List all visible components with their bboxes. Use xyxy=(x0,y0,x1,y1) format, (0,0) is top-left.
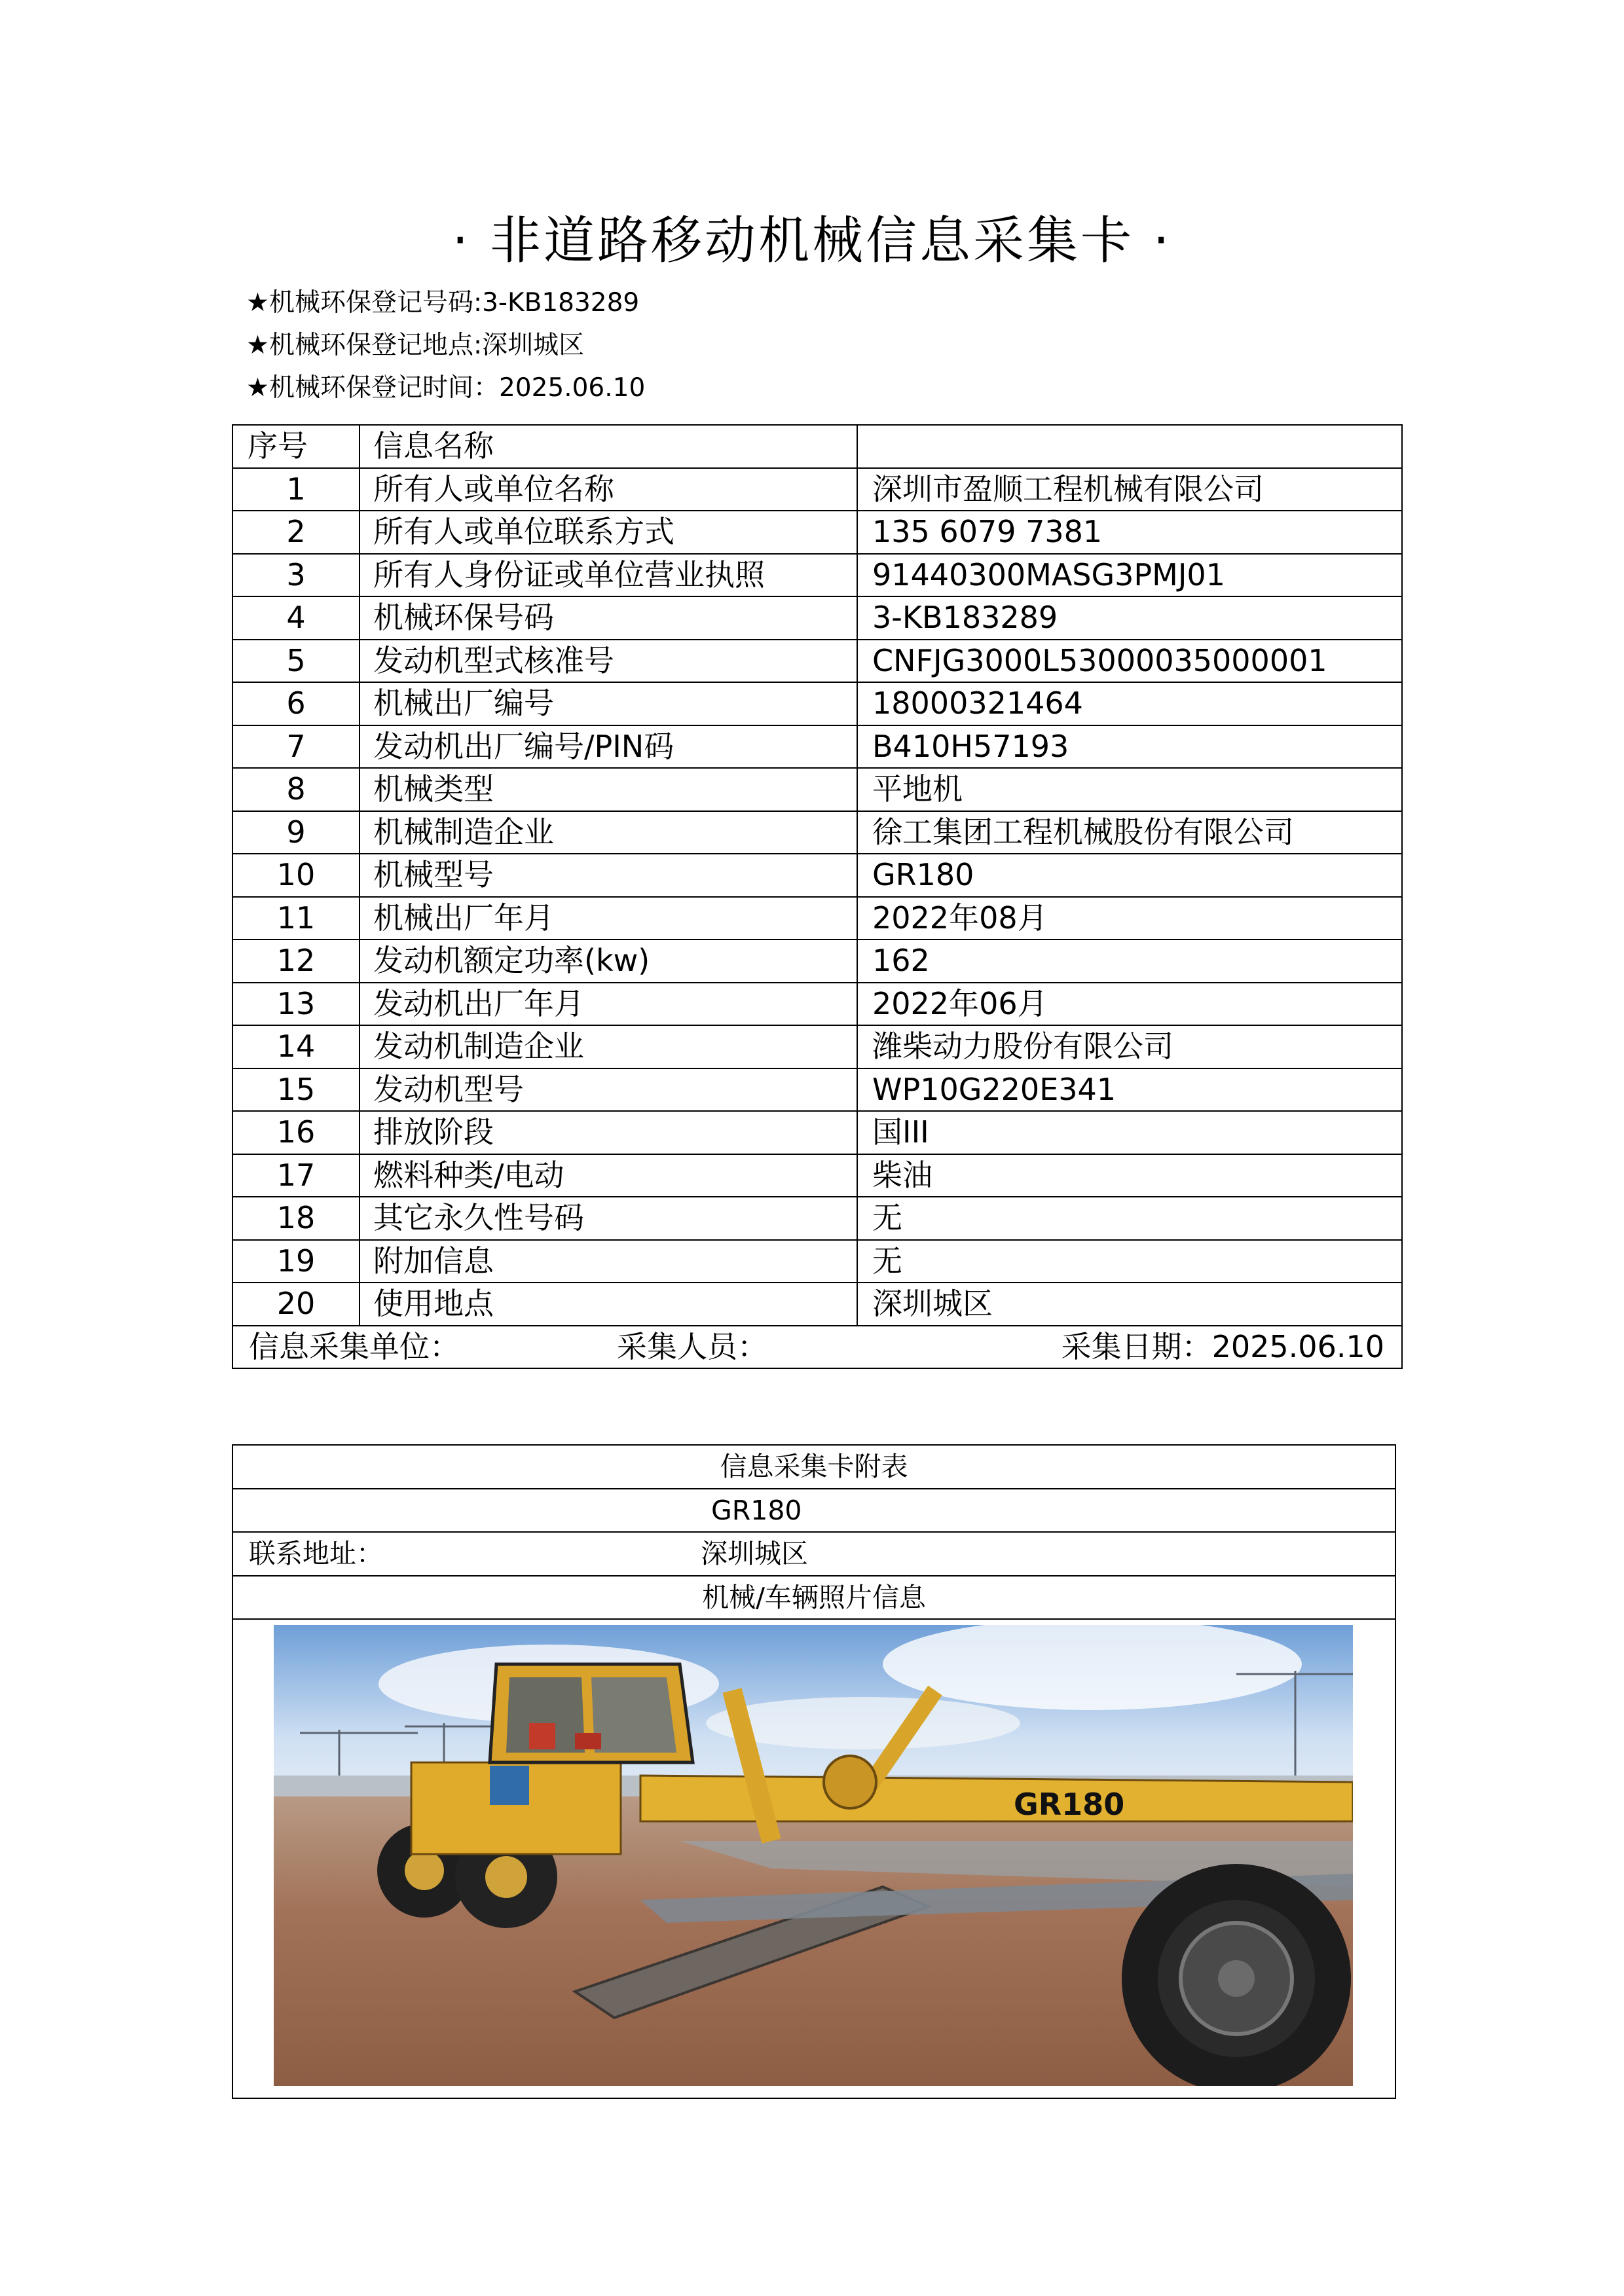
appendix-title: 信息采集卡附表 xyxy=(232,1445,1395,1489)
table-row xyxy=(232,1025,1402,1068)
photo-decal-text: GR180 xyxy=(1014,1787,1125,1822)
row-name: 发动机额定功率(kw) xyxy=(360,939,857,983)
page-title: · 非道路移动机械信息采集卡 · xyxy=(452,211,1172,270)
registration-number: ★机械环保登记号码:3-KB183289 xyxy=(246,288,640,318)
header-no: 序号 xyxy=(232,425,360,468)
row-name: 发动机制造企业 xyxy=(360,1025,857,1068)
row-name: 所有人身份证或单位营业执照 xyxy=(360,554,857,597)
row-value: 2022年06月 xyxy=(857,983,1402,1026)
row-no: 17 xyxy=(232,1154,360,1197)
machine-photo xyxy=(274,1625,1353,2086)
table-row xyxy=(232,554,1402,597)
address-label: 联系地址： xyxy=(249,1538,383,1570)
appendix-title-row xyxy=(232,1445,1395,1489)
row-value: 深圳市盈顺工程机械有限公司 xyxy=(857,468,1402,511)
table-row xyxy=(232,983,1402,1026)
row-name: 机械型号 xyxy=(360,854,857,897)
row-no: 2 xyxy=(232,511,360,554)
table-row xyxy=(232,897,1402,940)
row-name: 发动机型式核准号 xyxy=(360,640,857,683)
header-name: 信息名称 xyxy=(360,425,857,468)
row-name: 发动机出厂编号/PIN码 xyxy=(360,725,857,769)
row-value: 无 xyxy=(857,1197,1402,1240)
row-name: 机械类型 xyxy=(360,768,857,811)
motor-grader-illustration xyxy=(274,1625,1353,2086)
row-value: WP10G220E341 xyxy=(857,1068,1402,1112)
row-value: 2022年08月 xyxy=(857,897,1402,940)
table-row xyxy=(232,468,1402,511)
row-value: 91440300MASG3PMJ01 xyxy=(857,554,1402,597)
row-name: 机械出厂编号 xyxy=(360,682,857,725)
row-value: 135 6079 7381 xyxy=(857,511,1402,554)
row-value: 徐工集团工程机械股份有限公司 xyxy=(857,811,1402,854)
row-no: 16 xyxy=(232,1111,360,1154)
row-no: 6 xyxy=(232,682,360,725)
collection-date: 采集日期：2025.06.10 xyxy=(1061,1328,1384,1364)
table-row xyxy=(232,939,1402,983)
registration-time: ★机械环保登记时间：2025.06.10 xyxy=(246,373,646,403)
row-no: 5 xyxy=(232,640,360,683)
row-value: GR180 xyxy=(857,854,1402,897)
row-value: 柴油 xyxy=(857,1154,1402,1197)
appendix-model: GR180 xyxy=(711,1494,802,1526)
table-row xyxy=(232,725,1402,769)
row-name: 发动机型号 xyxy=(360,1068,857,1112)
row-no: 20 xyxy=(232,1283,360,1326)
photo-cell xyxy=(232,1619,1395,2098)
row-no: 12 xyxy=(232,939,360,983)
row-no: 7 xyxy=(232,725,360,769)
table-row xyxy=(232,1197,1402,1240)
table-row xyxy=(232,682,1402,725)
appendix-photo-title-row xyxy=(232,1576,1395,1620)
header-value xyxy=(857,425,1402,468)
row-name: 机械制造企业 xyxy=(360,811,857,854)
appendix-photo-row xyxy=(232,1619,1395,2098)
table-row xyxy=(232,511,1402,554)
row-no: 19 xyxy=(232,1240,360,1283)
registration-place: ★机械环保登记地点:深圳城区 xyxy=(246,331,585,360)
row-name: 机械出厂年月 xyxy=(360,897,857,940)
row-value: B410H57193 xyxy=(857,725,1402,769)
appendix-table xyxy=(232,1444,1396,2099)
row-value: 国III xyxy=(857,1111,1402,1154)
row-value: 平地机 xyxy=(857,768,1402,811)
row-name: 所有人或单位联系方式 xyxy=(360,511,857,554)
row-value: 162 xyxy=(857,939,1402,983)
row-name: 排放阶段 xyxy=(360,1111,857,1154)
row-value: 18000321464 xyxy=(857,682,1402,725)
row-no: 3 xyxy=(232,554,360,597)
table-row xyxy=(232,854,1402,897)
appendix-address-cell xyxy=(232,1532,1395,1576)
row-no: 15 xyxy=(232,1068,360,1112)
row-value: 潍柴动力股份有限公司 xyxy=(857,1025,1402,1068)
row-no: 11 xyxy=(232,897,360,940)
photo-title: 机械/车辆照片信息 xyxy=(232,1576,1395,1620)
row-no: 1 xyxy=(232,468,360,511)
table-row xyxy=(232,596,1402,640)
collector-label: 采集人员： xyxy=(617,1328,767,1364)
table-row xyxy=(232,1068,1402,1112)
table-header-row xyxy=(232,425,1402,468)
collection-unit-label: 信息采集单位： xyxy=(249,1328,460,1364)
table-row xyxy=(232,811,1402,854)
row-name: 发动机出厂年月 xyxy=(360,983,857,1026)
row-no: 9 xyxy=(232,811,360,854)
table-row xyxy=(232,1154,1402,1197)
table-row xyxy=(232,640,1402,683)
appendix-model-row xyxy=(232,1489,1395,1533)
row-value: 深圳城区 xyxy=(857,1283,1402,1326)
row-no: 8 xyxy=(232,768,360,811)
row-name: 附加信息 xyxy=(360,1240,857,1283)
row-value: 3-KB183289 xyxy=(857,596,1402,640)
row-value: 无 xyxy=(857,1240,1402,1283)
table-row xyxy=(232,1283,1402,1326)
table-row xyxy=(232,768,1402,811)
table-row xyxy=(232,1240,1402,1283)
info-table xyxy=(232,424,1403,1369)
row-name: 使用地点 xyxy=(360,1283,857,1326)
row-name: 所有人或单位名称 xyxy=(360,468,857,511)
row-name: 燃料种类/电动 xyxy=(360,1154,857,1197)
appendix-model-cell xyxy=(232,1489,1395,1533)
appendix-address-row xyxy=(232,1532,1395,1576)
row-no: 4 xyxy=(232,596,360,640)
row-no: 18 xyxy=(232,1197,360,1240)
row-no: 10 xyxy=(232,854,360,897)
footer-cell xyxy=(232,1326,1402,1369)
row-name: 机械环保号码 xyxy=(360,596,857,640)
row-no: 13 xyxy=(232,983,360,1026)
row-name: 其它永久性号码 xyxy=(360,1197,857,1240)
row-value: CNFJG3000L53000035000001 xyxy=(857,640,1402,683)
table-footer-row xyxy=(232,1326,1402,1369)
address-value: 深圳城区 xyxy=(701,1538,808,1570)
table-row xyxy=(232,1111,1402,1154)
row-no: 14 xyxy=(232,1025,360,1068)
